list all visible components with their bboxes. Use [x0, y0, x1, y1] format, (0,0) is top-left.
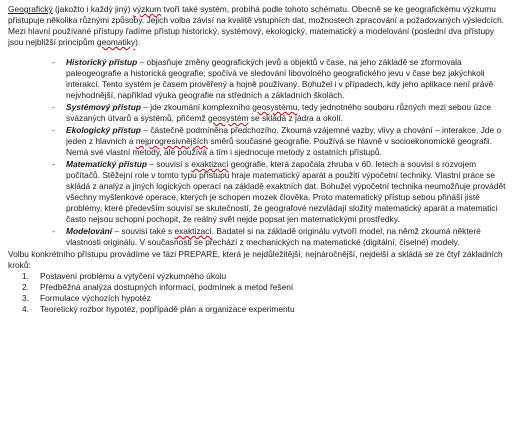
approach-text: – částečně podmíněna předchozího. Zkoumá vzájemné vazby, vlivy a chování – interakce. Jde o jeden z hlavních a	[66, 125, 502, 146]
list-bullet: -	[52, 102, 55, 112]
step-item	[22, 304, 507, 315]
approach-text: – jde zkoumání komplexního	[140, 102, 253, 112]
approach-mathematical	[52, 159, 507, 225]
step-item	[22, 282, 507, 293]
step-text: Předběžná analýza dostupných informací, podmínek a metod řešení	[40, 282, 294, 292]
step-text: Teoretický rozbor hypotéz, popřípadě plán a organizace experimentu	[40, 304, 295, 314]
approach-text: – souvisí s	[146, 159, 192, 169]
step-text: Formulace výchozích hypotéz	[40, 293, 151, 303]
intro-text-3: ).	[135, 37, 141, 47]
prepare-paragraph: Volbu konkrétního přístupu provádíme ve fázi PREPARE, která je nejdůležitější, nejnáročnější, nejdelší a skládá se ze čtyř základních kroků:	[8, 249, 503, 270]
steps-list	[8, 271, 507, 315]
list-bullet: -	[52, 125, 55, 135]
step-number: 2.	[22, 282, 29, 292]
list-bullet: -	[52, 57, 55, 67]
approaches-list	[8, 57, 507, 248]
approach-text: geografie, která započala zhruba v 60. letech a souvisí s rozvojem počítačů. Stěžejní role v tomto typu přístupu hraje matematický aparát a použití výpočetní techniky. Vlastní práce se skládá z analýz a jiných logických operací na základě exaktních dat. Bohužel výpočetní technika neumožňuje provádět všechny myšlenkové operace, kterých je schopen mozek člověka. Proto matematický přístup sebou přináší jisté problémy, které především souvisí se skutečností, že geografové nezvládají složitý matematický aparát a matematici často nejsou schopni pochopit, že reálný svět nejde popsat jen matematickými prostředky.	[66, 159, 506, 224]
approach-text: – souvisí také s	[112, 226, 175, 236]
approach-underlined-word: geosystému	[252, 102, 298, 112]
approach-text: se skládá z jádra a okolí.	[248, 113, 343, 123]
approach-systemic	[52, 102, 507, 124]
approach-term: Historický přístup	[66, 57, 138, 67]
intro-text-2: tvoří také systém, probíhá podle tohoto schématu. Obecně se ke geografickému výzkumu přistupuje několika různými způsoby. Jejich volba závisí na kvalitě vstupních dat, možnostech zpracování a požadovaných výsledcích. Mezi hlavní používané přístupy řadíme přístup historický, systémový, ekologický, matematický a modelování (poslední dva přístupy jsou nejbližší principům	[8, 4, 505, 47]
approach-underlined-word: exaktizací	[191, 159, 229, 169]
approach-term: Modelování	[66, 226, 113, 236]
intro-text-1: (jakožto i každý jiný)	[52, 4, 133, 14]
approach-historical	[52, 57, 507, 101]
intro-word-vyzkum: výzkum	[132, 4, 162, 14]
step-text: Postavení problému a vytyčení výzkumného úkolu	[40, 271, 227, 281]
approach-underlined-word: exaktizací	[174, 226, 212, 236]
step-number: 1.	[22, 271, 29, 281]
list-bullet: -	[52, 159, 55, 169]
approach-underlined-word: nejprogresivnějších	[135, 136, 209, 146]
step-number: 4.	[22, 304, 29, 314]
intro-word-geograficky: Geografický	[8, 4, 53, 14]
approach-term: Systémový přístup	[66, 102, 141, 112]
approach-text: . Badatel si na základě originálu vytvoří model, na němž zkoumá některé vlastnosti originálu. V současnosti se přechází z mechanických na matematické (digitální, číselné) modely.	[66, 226, 481, 247]
intro-paragraph	[8, 4, 507, 48]
approach-text: , tedy jednotného souboru různých mezi sebou úzce svázaných útvarů a systémů, přičemž	[66, 102, 492, 123]
approach-text: směrů současné geografie. Používá se hlavně v socioekonomické geografii. Nemá své vlastní metody, ale používá a tím i sjednocuje metody z ostatních přístupů.	[66, 136, 492, 157]
list-bullet: -	[52, 226, 55, 236]
approach-modeling	[52, 226, 507, 248]
step-item	[22, 293, 507, 304]
step-number: 3.	[22, 293, 29, 303]
approach-underlined-word: geosystém	[207, 113, 249, 123]
approach-text: – objasňuje změny geografických jevů a objektů v čase, na jeho základě se zformovala paleogeografie a historická geografie; spočívá ve sledování libovolného geografického jevu v čase bez jakýchkoli interakcí. Tento systém je časem prověřený a hojně používaný. Bohužel i v případech, kdy jeho aplikace není právě nejvhodnější, například výuka geografie na středních a základních školách.	[66, 57, 494, 100]
approach-term: Ekologický přístup	[66, 125, 141, 135]
approach-term: Matematický přístup	[66, 159, 147, 169]
step-item	[22, 271, 507, 282]
approach-ecological	[52, 125, 507, 158]
intro-word-geomatiky: geomatiky	[96, 37, 136, 47]
